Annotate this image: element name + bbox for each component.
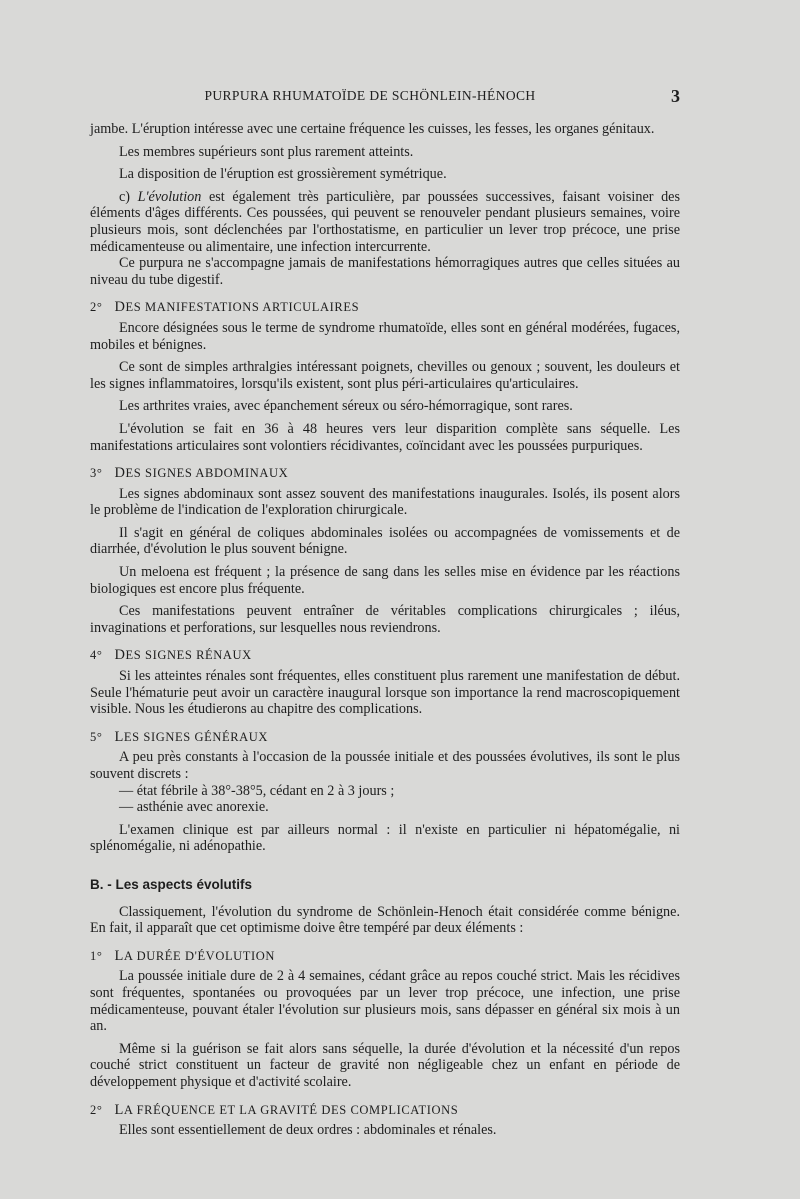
paragraph: Il s'agit en général de coliques abdominales isolées ou accompagnées de vomissements et de diarrhée, d'évolution le plus souvent bénigne. [90, 524, 680, 558]
paragraph: Même si la guérison se fait alors sans séquelle, la durée d'évolution et la nécessité d'un repos couché strict constituent un facteur de gravité non négligeable chez un enfant en période de développement physique et d'activité scolaire. [90, 1040, 680, 1090]
section-title: ES SIGNES ABDOMINAUX [125, 466, 289, 481]
paragraph [90, 189, 680, 255]
section-title: A FRÉQUENCE ET LA GRAVITÉ DES COMPLICATIONS [123, 1102, 459, 1117]
paragraph: Ce purpura ne s'accompagne jamais de manifestations hémorragiques autres que celles situées au niveau du tube digestif. [90, 255, 680, 288]
paragraph: Ces manifestations peuvent entraîner de véritables complications chirurgicales ; iléus, invaginations et perforations, sur lesquelles nous reviendrons. [90, 603, 680, 636]
paragraph: Les signes abdominaux sont assez souvent des manifestations inaugurales. Isolés, ils posent alors le problème de l'indication de l'exploration chirurgicale. [90, 485, 680, 519]
paragraph-text: est également très particulière, par poussées successives, faisant voisiner des éléments d'âges différents. Ces poussées, qui peuvent se renouveler pendant plusieurs semaines, voire plusieurs mois, sont déclenchées par l'orthostatisme, en particulier un lever trop précoce, une prise médicamenteuse ou alimentaire, une infection intercurrente. [90, 188, 680, 255]
section-heading [90, 299, 680, 316]
section-number: 3° [90, 466, 103, 481]
section-title-initial: L [114, 947, 124, 964]
section-title-initial: D [114, 465, 126, 482]
section-number: 2° [90, 1102, 103, 1117]
list-label: c) [119, 188, 138, 205]
section-number: 4° [90, 648, 103, 663]
list-item: — asthénie avec anorexie. [119, 799, 269, 816]
paragraph: Si les atteintes rénales sont fréquentes, elles constituent plus rarement une manifestation de début. Seule l'hématurie peut avoir un caractère inaugural lorsque son importance la rend macroscopiquement visible. Nous les étudierons au chapitre des complications. [90, 668, 680, 718]
part-heading: B. - Les aspects évolutifs [90, 876, 253, 892]
paragraph: L'évolution se fait en 36 à 48 heures vers leur disparition complète sans séquelle. Les manifestations articulaires sont volontiers récidivantes, coïncidant avec les poussées purpuriques. [90, 420, 680, 454]
section-title-initial: D [114, 647, 126, 664]
section-title-initial: L [114, 1101, 124, 1118]
section-heading [90, 729, 680, 746]
paragraph: L'examen clinique est par ailleurs normal : il n'existe en particulier ni hépatomégalie, ni splénomégalie, ni adénopathie. [90, 821, 680, 855]
section-title: ES SIGNES GÉNÉRAUX [123, 729, 269, 744]
section-heading [90, 465, 680, 482]
paragraph: La poussée initiale dure de 2 à 4 semaines, cédant grâce au repos couché strict. Mais les récidives sont fréquentes, spontanées ou provoquées par un lever trop précoce, une infection, une prise médicamenteuse, pouvant étaler l'évolution sur plusieurs mois, sans dépasser en général six mois à un an. [90, 968, 680, 1035]
section-title: ES MANIFESTATIONS ARTICULAIRES [125, 300, 360, 315]
list-item: — état fébrile à 38°-38°5, cédant en 2 à 3 jours ; [119, 782, 395, 799]
paragraph: Classiquement, l'évolution du syndrome de Schönlein-Henoch était considérée comme bénigne. En fait, il apparaît que cet optimisme doive être tempéré par deux éléments : [90, 903, 680, 937]
page-number: 3 [671, 86, 680, 106]
paragraph: Les arthrites vraies, avec épanchement séreux ou séro-hémorragique, sont rares. [119, 398, 573, 415]
section-heading [90, 647, 680, 664]
paragraph: Ce sont de simples arthralgies intéressant poignets, chevilles ou genoux ; souvent, les douleurs et les signes inflammatoires, lorsqu'ils existent, sont plus péri-articulaires qu'articulaires. [90, 359, 680, 392]
running-title: PURPURA RHUMATOÏDE DE SCHÖNLEIN-HÉNOCH [204, 88, 536, 103]
section-title: A DURÉE D'ÉVOLUTION [123, 948, 276, 963]
body-text [90, 121, 680, 1145]
section-number: 5° [90, 729, 103, 744]
paragraph: A peu près constants à l'occasion de la poussée initiale et des poussées évolutives, ils sont le plus souvent discrets : [90, 749, 680, 782]
paragraph: jambe. L'éruption intéresse avec une certaine fréquence les cuisses, les fesses, les organes génitaux. [90, 121, 655, 137]
paragraph: Encore désignées sous le terme de syndrome rhumatoïde, elles sont en général modérées, fugaces, mobiles et bénignes. [90, 319, 680, 353]
paragraph: Elles sont essentiellement de deux ordres : abdominales et rénales. [119, 1122, 497, 1139]
section-title-initial: D [114, 299, 126, 316]
emphasis-text: L'évolution [137, 188, 202, 205]
section-number: 1° [90, 948, 103, 963]
page-header [90, 86, 680, 110]
section-title-initial: L [114, 728, 124, 745]
section-heading [90, 948, 680, 965]
section-number: 2° [90, 300, 103, 315]
paragraph: Les membres supérieurs sont plus rarement atteints. [119, 143, 414, 160]
paragraph: La disposition de l'éruption est grossièrement symétrique. [119, 166, 447, 183]
section-title: ES SIGNES RÉNAUX [125, 648, 252, 663]
section-heading [90, 1102, 680, 1119]
paragraph: Un meloena est fréquent ; la présence de sang dans les selles mise en évidence par les réactions biologiques est encore plus fréquente. [90, 564, 680, 597]
